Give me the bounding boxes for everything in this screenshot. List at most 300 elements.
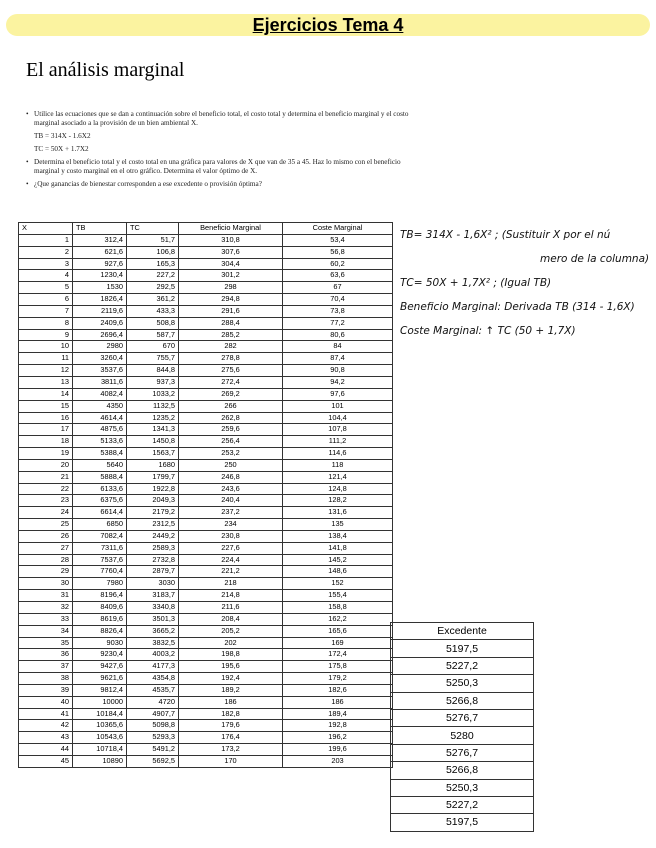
excedente-value: 5250,3 — [391, 675, 534, 692]
cell-coste-marginal: 152 — [283, 578, 393, 590]
cell-tb: 927,6 — [73, 258, 127, 270]
cell-x: 35 — [19, 637, 73, 649]
table-row — [19, 234, 393, 246]
cell-tb: 5888,4 — [73, 471, 127, 483]
cell-tc: 361,2 — [127, 294, 179, 306]
excedente-table — [390, 622, 534, 832]
cell-x: 13 — [19, 376, 73, 388]
cell-beneficio-marginal: 310,8 — [179, 234, 283, 246]
table-row — [19, 305, 393, 317]
table-row — [19, 341, 393, 353]
cell-tb: 3811,6 — [73, 376, 127, 388]
cell-beneficio-marginal: 246,8 — [179, 471, 283, 483]
table-row — [19, 554, 393, 566]
table-row — [19, 507, 393, 519]
cell-x: 6 — [19, 294, 73, 306]
cell-tc: 51,7 — [127, 234, 179, 246]
cell-x: 41 — [19, 708, 73, 720]
cell-coste-marginal: 131,6 — [283, 507, 393, 519]
cell-tc: 3340,8 — [127, 602, 179, 614]
cell-beneficio-marginal: 211,6 — [179, 602, 283, 614]
cell-tc: 1341,3 — [127, 424, 179, 436]
cell-x: 40 — [19, 696, 73, 708]
table-row — [19, 732, 393, 744]
cell-tc: 5692,5 — [127, 755, 179, 767]
cell-x: 29 — [19, 566, 73, 578]
cell-tb: 9427,6 — [73, 661, 127, 673]
cell-x: 4 — [19, 270, 73, 282]
note-tb-continued: mero de la columna) — [540, 253, 650, 265]
cell-coste-marginal: 124,8 — [283, 483, 393, 495]
cell-x: 3 — [19, 258, 73, 270]
excedente-row — [391, 709, 534, 726]
cell-tb: 5133,6 — [73, 436, 127, 448]
cell-x: 18 — [19, 436, 73, 448]
cell-coste-marginal: 104,4 — [283, 412, 393, 424]
cell-x: 8 — [19, 317, 73, 329]
table-row — [19, 590, 393, 602]
table-row — [19, 400, 393, 412]
cell-coste-marginal: 155,4 — [283, 590, 393, 602]
cell-tc: 4354,8 — [127, 673, 179, 685]
table-header-row — [19, 223, 393, 235]
cell-coste-marginal: 145,2 — [283, 554, 393, 566]
cell-tb: 9812,4 — [73, 684, 127, 696]
cell-x: 11 — [19, 353, 73, 365]
cell-tc: 3030 — [127, 578, 179, 590]
cell-beneficio-marginal: 186 — [179, 696, 283, 708]
cell-tb: 10184,4 — [73, 708, 127, 720]
table-row — [19, 602, 393, 614]
cell-coste-marginal: 90,8 — [283, 365, 393, 377]
cell-coste-marginal: 56,8 — [283, 246, 393, 258]
cell-beneficio-marginal: 227,6 — [179, 542, 283, 554]
table-row — [19, 412, 393, 424]
cell-tc: 1033,2 — [127, 388, 179, 400]
cell-beneficio-marginal: 173,2 — [179, 744, 283, 756]
cell-tc: 433,3 — [127, 305, 179, 317]
cell-tc: 5293,3 — [127, 732, 179, 744]
cell-tb: 6375,6 — [73, 495, 127, 507]
table-row — [19, 270, 393, 282]
cell-tb: 5640 — [73, 459, 127, 471]
table-row — [19, 329, 393, 341]
cell-tb: 10890 — [73, 755, 127, 767]
table-row — [19, 448, 393, 460]
cell-tc: 2589,3 — [127, 542, 179, 554]
cell-x: 5 — [19, 282, 73, 294]
tc-formula: TC = 50X + 1.7X2 — [34, 145, 89, 153]
note-coste-marginal: Coste Marginal: ↑ TC (50 + 1,7X) — [400, 325, 576, 337]
cell-tb: 9230,4 — [73, 649, 127, 661]
cell-x: 31 — [19, 590, 73, 602]
cell-x: 1 — [19, 234, 73, 246]
table-row — [19, 471, 393, 483]
table-row — [19, 684, 393, 696]
cell-tb: 3537,6 — [73, 365, 127, 377]
excedente-row — [391, 796, 534, 813]
cell-x: 42 — [19, 720, 73, 732]
header-beneficio-marginal: Beneficio Marginal — [179, 223, 283, 235]
cell-beneficio-marginal: 198,8 — [179, 649, 283, 661]
cell-tb: 4350 — [73, 400, 127, 412]
cell-tb: 2409,6 — [73, 317, 127, 329]
cell-x: 45 — [19, 755, 73, 767]
cell-tc: 670 — [127, 341, 179, 353]
cell-x: 27 — [19, 542, 73, 554]
cell-beneficio-marginal: 234 — [179, 519, 283, 531]
table-row — [19, 744, 393, 756]
cell-coste-marginal: 73,8 — [283, 305, 393, 317]
cell-coste-marginal: 118 — [283, 459, 393, 471]
cell-beneficio-marginal: 288,4 — [179, 317, 283, 329]
instruction-bullet-1: • Utilice las ecuaciones que se dan a continuación sobre el beneficio total, el costo total y determina el beneficio marginal y el costo marginal asociado a la provisión de un bien ambiental X. — [26, 110, 416, 128]
cell-beneficio-marginal: 230,8 — [179, 530, 283, 542]
cell-tb: 10718,4 — [73, 744, 127, 756]
cell-coste-marginal: 94,2 — [283, 376, 393, 388]
cell-coste-marginal: 107,8 — [283, 424, 393, 436]
cell-x: 43 — [19, 732, 73, 744]
table-row — [19, 696, 393, 708]
table-row — [19, 530, 393, 542]
cell-tc: 3183,7 — [127, 590, 179, 602]
table-row — [19, 258, 393, 270]
cell-tc: 3665,2 — [127, 625, 179, 637]
excedente-row — [391, 675, 534, 692]
table-row — [19, 282, 393, 294]
cell-beneficio-marginal: 301,2 — [179, 270, 283, 282]
note-beneficio-marginal: Beneficio Marginal: Derivada TB (314 - 1,6X) — [400, 301, 635, 313]
table-row — [19, 755, 393, 767]
excedente-value: 5276,7 — [391, 744, 534, 761]
cell-x: 7 — [19, 305, 73, 317]
cell-tb: 2696,4 — [73, 329, 127, 341]
excedente-header-row — [391, 623, 534, 640]
excedente-value: 5280 — [391, 727, 534, 744]
cell-tb: 4614,4 — [73, 412, 127, 424]
cell-x: 2 — [19, 246, 73, 258]
cell-x: 30 — [19, 578, 73, 590]
cell-tb: 7082,4 — [73, 530, 127, 542]
cell-beneficio-marginal: 262,8 — [179, 412, 283, 424]
cell-coste-marginal: 70,4 — [283, 294, 393, 306]
table-row — [19, 613, 393, 625]
table-row — [19, 542, 393, 554]
cell-tc: 4720 — [127, 696, 179, 708]
cell-coste-marginal: 196,2 — [283, 732, 393, 744]
cell-tb: 621,6 — [73, 246, 127, 258]
table-row — [19, 317, 393, 329]
cell-tc: 4535,7 — [127, 684, 179, 696]
cell-tb: 6133,6 — [73, 483, 127, 495]
cell-beneficio-marginal: 291,6 — [179, 305, 283, 317]
cell-beneficio-marginal: 278,8 — [179, 353, 283, 365]
cell-beneficio-marginal: 189,2 — [179, 684, 283, 696]
cell-beneficio-marginal: 202 — [179, 637, 283, 649]
cell-coste-marginal: 148,6 — [283, 566, 393, 578]
cell-x: 25 — [19, 519, 73, 531]
cell-beneficio-marginal: 221,2 — [179, 566, 283, 578]
cell-tb: 2980 — [73, 341, 127, 353]
cell-tb: 8409,6 — [73, 602, 127, 614]
cell-tc: 2879,7 — [127, 566, 179, 578]
cell-tb: 7760,4 — [73, 566, 127, 578]
cell-tc: 292,5 — [127, 282, 179, 294]
cell-coste-marginal: 165,6 — [283, 625, 393, 637]
table-row — [19, 365, 393, 377]
cell-tb: 1230,4 — [73, 270, 127, 282]
cell-x: 12 — [19, 365, 73, 377]
note-tb: TB= 314X - 1,6X² ; (Sustituir X por el nú — [400, 229, 611, 241]
header-x: X — [19, 223, 73, 235]
excedente-row — [391, 744, 534, 761]
cell-tb: 9621,6 — [73, 673, 127, 685]
table-row — [19, 436, 393, 448]
header-tb: TB — [73, 223, 127, 235]
cell-beneficio-marginal: 237,2 — [179, 507, 283, 519]
table-row — [19, 459, 393, 471]
excedente-value: 5197,5 — [391, 640, 534, 657]
excedente-value: 5266,8 — [391, 692, 534, 709]
cell-x: 19 — [19, 448, 73, 460]
cell-tc: 587,7 — [127, 329, 179, 341]
cell-beneficio-marginal: 218 — [179, 578, 283, 590]
table-row — [19, 424, 393, 436]
cell-tc: 165,3 — [127, 258, 179, 270]
cell-tc: 508,8 — [127, 317, 179, 329]
excedente-value: 5250,3 — [391, 779, 534, 796]
cell-tb: 10000 — [73, 696, 127, 708]
cell-beneficio-marginal: 307,6 — [179, 246, 283, 258]
cell-x: 34 — [19, 625, 73, 637]
cell-x: 21 — [19, 471, 73, 483]
cell-coste-marginal: 135 — [283, 519, 393, 531]
table-row — [19, 673, 393, 685]
cell-tb: 8619,6 — [73, 613, 127, 625]
table-row — [19, 294, 393, 306]
cell-coste-marginal: 87,4 — [283, 353, 393, 365]
cell-tb: 6614,4 — [73, 507, 127, 519]
cell-beneficio-marginal: 256,4 — [179, 436, 283, 448]
note-tc: TC= 50X + 1,7X² ; (Igual TB) — [400, 277, 552, 289]
excedente-value: 5227,2 — [391, 657, 534, 674]
cell-x: 33 — [19, 613, 73, 625]
cell-tb: 10543,6 — [73, 732, 127, 744]
cell-tc: 1799,7 — [127, 471, 179, 483]
cell-x: 14 — [19, 388, 73, 400]
cell-tb: 8826,4 — [73, 625, 127, 637]
excedente-value: 5266,8 — [391, 762, 534, 779]
cell-tb: 7537,6 — [73, 554, 127, 566]
cell-tc: 4177,3 — [127, 661, 179, 673]
cell-tc: 5491,2 — [127, 744, 179, 756]
table-row — [19, 637, 393, 649]
cell-x: 39 — [19, 684, 73, 696]
cell-coste-marginal: 114,6 — [283, 448, 393, 460]
cell-x: 10 — [19, 341, 73, 353]
cell-coste-marginal: 162,2 — [283, 613, 393, 625]
cell-beneficio-marginal: 240,4 — [179, 495, 283, 507]
cell-coste-marginal: 172,4 — [283, 649, 393, 661]
cell-tc: 1235,2 — [127, 412, 179, 424]
cell-beneficio-marginal: 179,6 — [179, 720, 283, 732]
cell-tb: 8196,4 — [73, 590, 127, 602]
cell-coste-marginal: 97,6 — [283, 388, 393, 400]
excedente-row — [391, 692, 534, 709]
cell-coste-marginal: 53,4 — [283, 234, 393, 246]
cell-beneficio-marginal: 208,4 — [179, 613, 283, 625]
cell-tc: 2049,3 — [127, 495, 179, 507]
excedente-row — [391, 762, 534, 779]
cell-coste-marginal: 101 — [283, 400, 393, 412]
cell-coste-marginal: 60,2 — [283, 258, 393, 270]
cell-tc: 2179,2 — [127, 507, 179, 519]
cell-tc: 1450,8 — [127, 436, 179, 448]
page-title: Ejercicios Tema 4 — [252, 15, 404, 35]
table-row — [19, 246, 393, 258]
cell-tb: 1530 — [73, 282, 127, 294]
table-row — [19, 376, 393, 388]
cell-coste-marginal: 111,2 — [283, 436, 393, 448]
data-table — [18, 222, 393, 768]
cell-x: 24 — [19, 507, 73, 519]
cell-tb: 4875,6 — [73, 424, 127, 436]
cell-tb: 4082,4 — [73, 388, 127, 400]
cell-beneficio-marginal: 205,2 — [179, 625, 283, 637]
cell-tc: 2312,5 — [127, 519, 179, 531]
cell-x: 38 — [19, 673, 73, 685]
table-row — [19, 625, 393, 637]
instruction-bullet-2: • Determina el beneficio total y el costo total en una gráfica para valores de X que van de 35 a 45. Haz lo mismo con el beneficio marginal y costo marginal en el otro gráfico. Determina el valor óptimo de X. — [26, 158, 416, 176]
cell-coste-marginal: 128,2 — [283, 495, 393, 507]
cell-coste-marginal: 138,4 — [283, 530, 393, 542]
cell-coste-marginal: 169 — [283, 637, 393, 649]
cell-tc: 1922,8 — [127, 483, 179, 495]
cell-tc: 5098,8 — [127, 720, 179, 732]
cell-coste-marginal: 77,2 — [283, 317, 393, 329]
cell-coste-marginal: 192,8 — [283, 720, 393, 732]
cell-tc: 2732,8 — [127, 554, 179, 566]
cell-x: 17 — [19, 424, 73, 436]
cell-x: 22 — [19, 483, 73, 495]
cell-tc: 106,8 — [127, 246, 179, 258]
excedente-row — [391, 779, 534, 796]
cell-beneficio-marginal: 192,4 — [179, 673, 283, 685]
excedente-row — [391, 727, 534, 744]
cell-beneficio-marginal: 275,6 — [179, 365, 283, 377]
table-row — [19, 388, 393, 400]
cell-beneficio-marginal: 214,8 — [179, 590, 283, 602]
table-row — [19, 649, 393, 661]
cell-beneficio-marginal: 195,6 — [179, 661, 283, 673]
cell-coste-marginal: 179,2 — [283, 673, 393, 685]
cell-tc: 3501,3 — [127, 613, 179, 625]
cell-tc: 2449,2 — [127, 530, 179, 542]
cell-beneficio-marginal: 266 — [179, 400, 283, 412]
cell-tc: 3832,5 — [127, 637, 179, 649]
excedente-value: 5227,2 — [391, 796, 534, 813]
cell-coste-marginal: 84 — [283, 341, 393, 353]
cell-beneficio-marginal: 250 — [179, 459, 283, 471]
cell-coste-marginal: 63,6 — [283, 270, 393, 282]
cell-beneficio-marginal: 269,2 — [179, 388, 283, 400]
table-row — [19, 353, 393, 365]
cell-tc: 937,3 — [127, 376, 179, 388]
table-row — [19, 661, 393, 673]
cell-x: 26 — [19, 530, 73, 542]
cell-beneficio-marginal: 285,2 — [179, 329, 283, 341]
cell-x: 16 — [19, 412, 73, 424]
instruction-bullet-3: • ¿Que ganancias de bienestar corresponden a ese excedente o provisión óptima? — [26, 180, 416, 189]
cell-beneficio-marginal: 282 — [179, 341, 283, 353]
cell-tb: 2119,6 — [73, 305, 127, 317]
cell-beneficio-marginal: 224,4 — [179, 554, 283, 566]
cell-x: 9 — [19, 329, 73, 341]
cell-tb: 7980 — [73, 578, 127, 590]
table-row — [19, 720, 393, 732]
cell-tb: 3260,4 — [73, 353, 127, 365]
table-row — [19, 708, 393, 720]
table-row — [19, 578, 393, 590]
cell-x: 44 — [19, 744, 73, 756]
cell-coste-marginal: 182,6 — [283, 684, 393, 696]
cell-x: 20 — [19, 459, 73, 471]
cell-tc: 844,8 — [127, 365, 179, 377]
document-heading: El análisis marginal — [26, 59, 185, 81]
cell-coste-marginal: 141,8 — [283, 542, 393, 554]
cell-tc: 1132,5 — [127, 400, 179, 412]
cell-x: 37 — [19, 661, 73, 673]
cell-x: 32 — [19, 602, 73, 614]
cell-beneficio-marginal: 170 — [179, 755, 283, 767]
cell-tb: 6850 — [73, 519, 127, 531]
cell-coste-marginal: 189,4 — [283, 708, 393, 720]
cell-tb: 1826,4 — [73, 294, 127, 306]
tb-formula: TB = 314X - 1.6X2 — [34, 132, 91, 140]
cell-coste-marginal: 80,6 — [283, 329, 393, 341]
cell-tc: 1563,7 — [127, 448, 179, 460]
table-row — [19, 495, 393, 507]
header-tc: TC — [127, 223, 179, 235]
excedente-row — [391, 657, 534, 674]
cell-tb: 10365,6 — [73, 720, 127, 732]
cell-beneficio-marginal: 272,4 — [179, 376, 283, 388]
cell-coste-marginal: 186 — [283, 696, 393, 708]
cell-tc: 755,7 — [127, 353, 179, 365]
cell-tb: 9030 — [73, 637, 127, 649]
cell-x: 23 — [19, 495, 73, 507]
cell-beneficio-marginal: 259,6 — [179, 424, 283, 436]
cell-tb: 312,4 — [73, 234, 127, 246]
excedente-row — [391, 814, 534, 831]
cell-beneficio-marginal: 304,4 — [179, 258, 283, 270]
handwritten-notes — [400, 228, 656, 348]
header-coste-marginal: Coste Marginal — [283, 223, 393, 235]
cell-beneficio-marginal: 298 — [179, 282, 283, 294]
cell-coste-marginal: 199,6 — [283, 744, 393, 756]
cell-coste-marginal: 67 — [283, 282, 393, 294]
table-row — [19, 519, 393, 531]
cell-tc: 4003,2 — [127, 649, 179, 661]
cell-tc: 4907,7 — [127, 708, 179, 720]
cell-tb: 5388,4 — [73, 448, 127, 460]
cell-tc: 1680 — [127, 459, 179, 471]
cell-beneficio-marginal: 243,6 — [179, 483, 283, 495]
table-body — [19, 234, 393, 767]
cell-coste-marginal: 121,4 — [283, 471, 393, 483]
instructions-block — [26, 110, 416, 193]
cell-coste-marginal: 203 — [283, 755, 393, 767]
